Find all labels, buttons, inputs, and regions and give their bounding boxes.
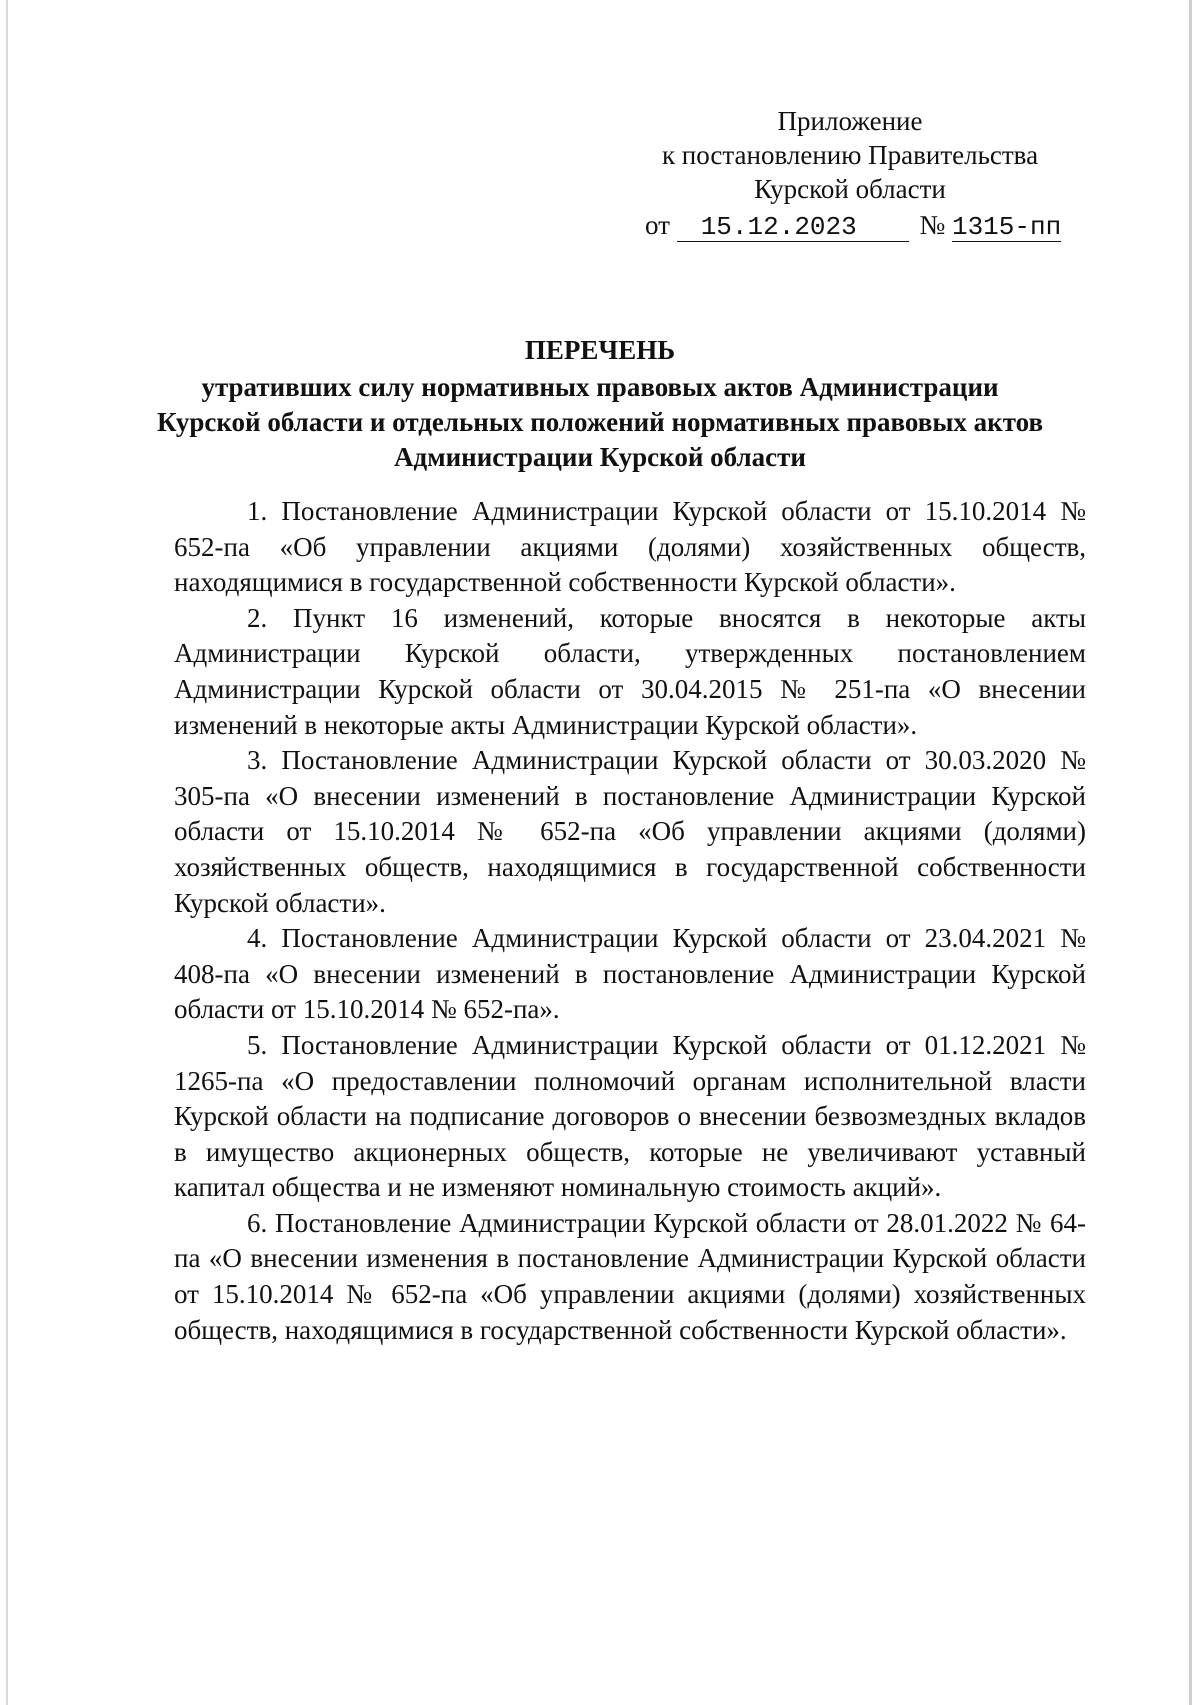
appendix-block (600, 104, 1100, 242)
scan-edge-left (6, 0, 8, 1705)
scan-edge-right (1189, 0, 1192, 1705)
number-prefix: № (919, 210, 946, 240)
appendix-label: Приложение (777, 106, 923, 136)
document-subtitle: утративших силу нормативных правовых актов Администрации Курской области и отдельных положений нормативных правовых актов Администрации Курской области (156, 372, 1044, 472)
list-item: 6. Постановление Администрации Курской области от 28.01.2022 № 64-па «О внесении изменения в постановление Администрации Курской области от 15.10.2014 № 652-па «Об управлении акциями (долями) хозяйственных обществ, находящимися в государственной собственности Курской области». (174, 1207, 1086, 1345)
list-item: 3. Постановление Администрации Курской области от 30.03.2020 № 305-па «О внесении изменений в постановление Администрации Курской области от 15.10.2014 № 652-па «Об управлении акциями (долями) хозяйственных обществ, находящимися в государственной собственности Курской области». (174, 745, 1086, 918)
appendix-reference: к постановлению Правительства (661, 140, 1039, 170)
list-item: 1. Постановление Администрации Курской области от 15.10.2014 № 652-па «Об управлении акциями (долями) хозяйственных обществ, находящимися в государственной собственности Курской области». (174, 496, 1086, 598)
appendix-region: Курской области (754, 174, 946, 204)
date-prefix: от (645, 210, 670, 240)
registration-date: 15.12.2023 (677, 213, 909, 242)
registration-line (600, 208, 1100, 242)
title-block (150, 333, 1050, 475)
document-heading: ПЕРЕЧЕНЬ (524, 335, 676, 365)
list-item: 2. Пункт 16 изменений, которые вносятся в некоторые акты Администрации Курской области, утвержденных постановлением Администрации Курской области от 30.04.2015 № 251-па «О внесении изменений в некоторые акты Администрации Курской области». (174, 602, 1086, 740)
list-item: 4. Постановление Администрации Курской области от 23.04.2021 № 408-па «О внесении изменений в постановление Администрации Курской области от 15.10.2014 № 652-па». (174, 923, 1086, 1025)
list-item: 5. Постановление Администрации Курской области от 01.12.2021 № 1265-па «О предоставлении полномочий органам исполнительной власти Курской области на подписание договоров о внесении безвозмездных вкладов в имущество акционерных обществ, которые не увеличивают уставный капитал общества и не изменяют номинальную стоимость акций». (174, 1029, 1086, 1203)
document-body (174, 494, 1086, 1348)
registration-number: 1315-пп (951, 212, 1062, 242)
